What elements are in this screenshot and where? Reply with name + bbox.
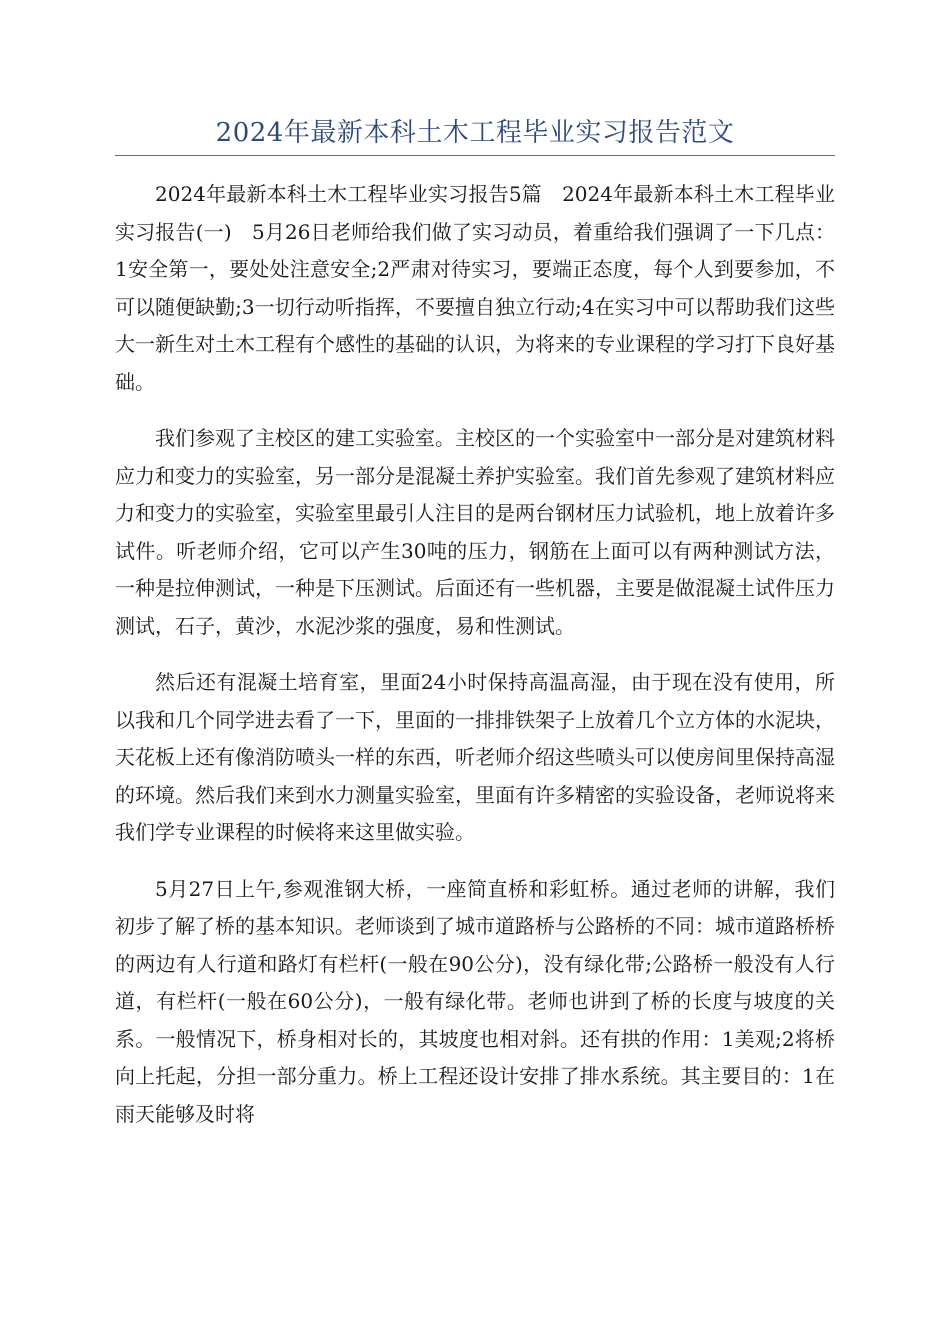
paragraph-3: 然后还有混凝土培育室，里面24小时保持高温高湿，由于现在没有使用，所以我和几个同学进去看了一下，里面的一排排铁架子上放着几个立方体的水泥块，天花板上还有像消防喷头一样的东西，听老师介绍这些喷头可以使房间里保持高湿的环境。然后我们来到水力测量实验室，里面有许多精密的实验设备，老师说将来我们学专业课程的时候将来这里做实验。 [115,670,835,844]
paragraph-4: 5月27日上午,参观淮钢大桥，一座简直桥和彩虹桥。通过老师的讲解，我们初步了解了桥的基本知识。老师谈到了城市道路桥与公路桥的不同：城市道路桥桥的两边有人行道和路灯有栏杆(一般在90公分)，没有绿化带;公路桥一般没有人行道，有栏杆(一般在60公分)，一般有绿化带。老师也讲到了桥的长度与坡度的关系。一般情况下，桥身相对长的，其坡度也相对斜。还有拱的作用：1美观;2将桥向上托起，分担一部分重力。桥上工程还设计安排了排水系统。其主要目的：1在雨天能够及时将 [115,876,835,1126]
document-body [115,176,835,1152]
document-title: 2024年最新本科土木工程毕业实习报告范文 [215,118,735,148]
paragraph-1: 2024年最新本科土木工程毕业实习报告5篇 2024年最新本科土木工程毕业实习报告(一) 5月26日老师给我们做了实习动员，着重给我们强调了一下几点：1安全第一，要处处注意安全;2严肃对待实习，要端正态度，每个人到要参加，不可以随便缺勤;3一切行动听指挥，不要擅自独立行动;4在实习中可以帮助我们这些大一新生对土木工程有个感性的基础的认识，为将来的专业课程的学习打下良好基础。 [115,182,835,394]
title-underline [115,155,835,156]
paragraph-2: 我们参观了主校区的建工实验室。主校区的一个实验室中一部分是对建筑材料应力和变力的实验室，另一部分是混凝土养护实验室。我们首先参观了建筑材料应力和变力的实验室，实验室里最引人注目的是两台钢材压力试验机，地上放着许多试件。听老师介绍，它可以产生30吨的压力，钢筋在上面可以有两种测试方法，一种是拉伸测试，一种是下压测试。后面还有一些机器，主要是做混凝土试件压力测试，石子，黄沙，水泥沙浆的强度，易和性测试。 [115,426,835,638]
